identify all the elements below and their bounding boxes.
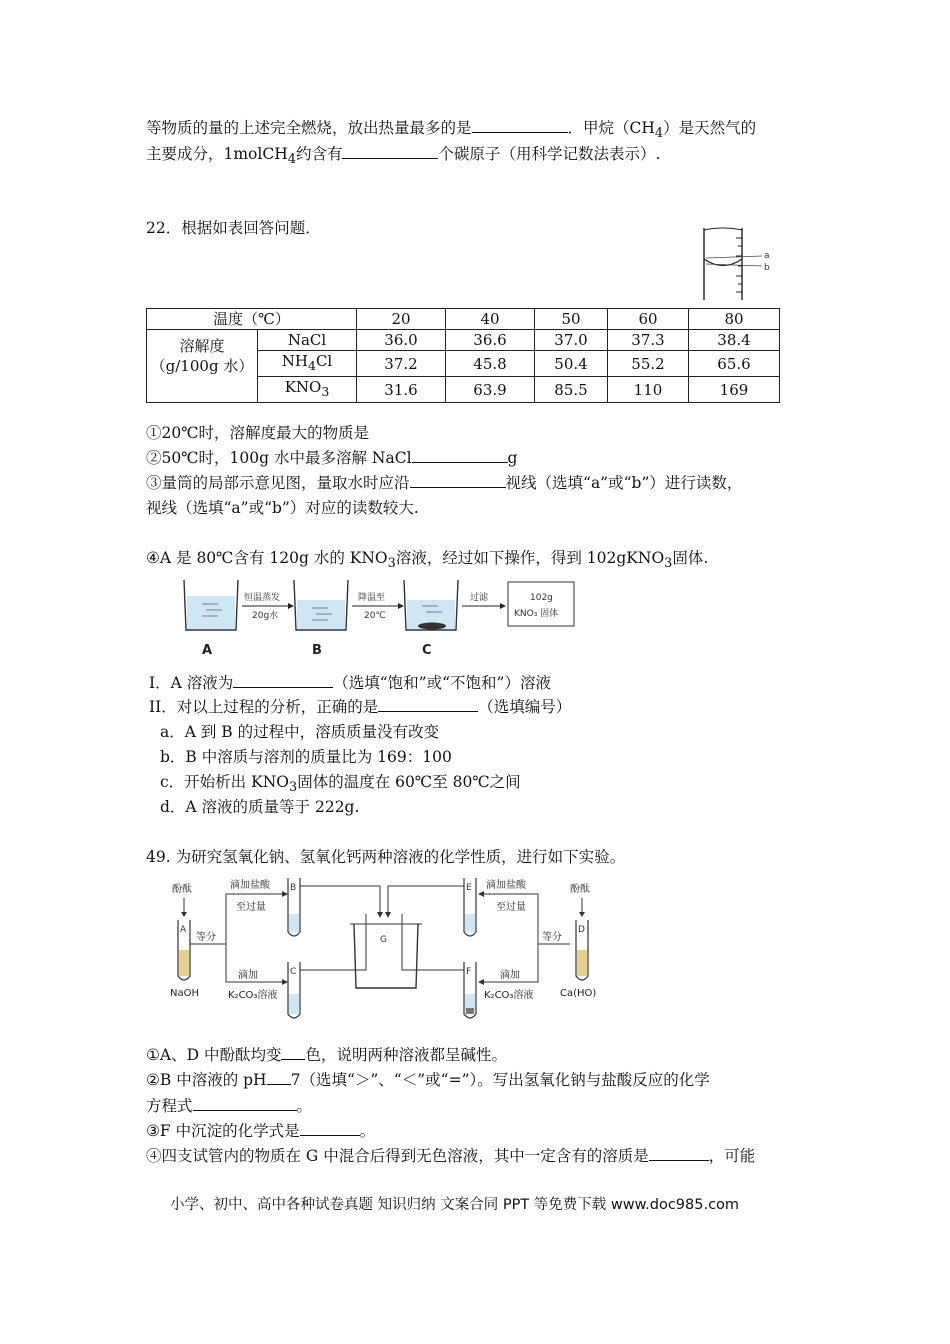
item-text: 视线（选填“a”或“b”）对应的读数较大. [146, 499, 419, 517]
crystallization-flow-diagram [180, 576, 580, 660]
intro-text: ）是天然气的 [663, 119, 757, 137]
tube-c-label: C [290, 967, 297, 977]
step-cool-temp: 20℃ [364, 611, 386, 621]
step-cool-label: 降温至 [358, 593, 386, 603]
experiment-diagram [166, 874, 606, 1024]
answer-blank[interactable] [300, 1120, 360, 1136]
table-cell: 36.0 [357, 330, 446, 351]
temp-cell: 60 [608, 309, 689, 330]
subscript: 3 [387, 556, 396, 572]
answer-blank[interactable] [649, 1145, 709, 1161]
table-header-row [147, 309, 780, 330]
q22-item-1 [146, 422, 369, 444]
solubility-table [146, 308, 780, 403]
result-solid: KNO₃ 固体 [514, 609, 559, 619]
q22-item-3-cont [146, 497, 419, 519]
sight-line-b-label: b [764, 263, 770, 273]
label-line: 溶解度 [179, 337, 225, 355]
beaker-g [350, 924, 422, 988]
item-text: 色，说明两种溶液都呈碱性。 [305, 1046, 507, 1064]
q49-item-3 [146, 1120, 375, 1142]
add-left-label: 滴加 [238, 970, 258, 981]
item-text: 溶液，经过如下操作，得到 102gKNO [395, 549, 665, 567]
excess-left-label: 至过量 [236, 902, 266, 913]
q49-item-2 [146, 1069, 710, 1091]
item-text: ③F 中沉淀的化学式是 [146, 1122, 300, 1140]
answer-blank[interactable] [342, 143, 438, 159]
temperature-header: 温度（℃） [147, 309, 357, 330]
q22-item-2 [146, 447, 517, 469]
q22-heading: 22．根据如表回答问题． [146, 219, 321, 237]
test-tube-a [178, 920, 190, 980]
substance-cell [258, 377, 357, 403]
formula-text: Cl [315, 352, 333, 370]
table-cell: 55.2 [608, 351, 689, 377]
option-d: d．A 溶液的质量等于 222g. [160, 798, 360, 816]
label-line: （g/100g 水） [150, 357, 254, 375]
item-text: （选填“饱和”或“不饱和”）溶液 [333, 674, 551, 692]
tube-e-label: E [466, 883, 472, 893]
formula-text: NH [281, 352, 308, 370]
q49-item-2-cont [146, 1095, 312, 1117]
split-right-label: 等分 [542, 932, 562, 943]
answer-blank[interactable] [378, 696, 478, 712]
temp-cell: 20 [357, 309, 446, 330]
option-b: b．B 中溶质与溶剂的质量比为 169：100 [160, 748, 452, 766]
table-cell: 37.2 [357, 351, 446, 377]
page-footer: 小学、初中、高中各种试卷真题 知识归纳 文案合同 PPT 等免费下载 www.doc985.com [170, 1197, 740, 1213]
intro-text: 个碳原子（用科学记数法表示）. [438, 145, 661, 163]
test-tube-b [288, 878, 300, 936]
test-tube-d [576, 920, 588, 980]
beaker-c-label: C [422, 643, 432, 658]
step-evaporate-label: 恒温蒸发 [244, 593, 281, 603]
item-text: 方程式 [146, 1097, 193, 1115]
subscript: 4 [654, 126, 664, 142]
intro-line-2 [146, 143, 660, 171]
item-text: II．对以上过程的分析，正确的是 [149, 698, 379, 716]
split-left-label: 等分 [196, 932, 216, 943]
k2co3-right-label: K₂CO₃溶液 [484, 990, 534, 1001]
table-cell: 31.6 [357, 377, 446, 403]
q22-sub-1 [149, 672, 551, 694]
subscript: 3 [664, 556, 673, 572]
item-text: 视线（选填“a”或“b”）进行读数， [505, 474, 743, 492]
result-mass: 102g [530, 593, 553, 603]
table-cell: 45.8 [446, 351, 535, 377]
step-evaporate-amount: 20g水 [252, 611, 279, 621]
item-text: 固体的温度在 60℃至 80℃之间 [297, 773, 521, 791]
temp-cell: 40 [446, 309, 535, 330]
result-box [508, 582, 574, 626]
table-row [147, 330, 780, 351]
add-hcl-right-label: 滴加盐酸 [486, 880, 526, 891]
table-cell: 63.9 [446, 377, 535, 403]
step-filter-label: 过滤 [470, 593, 489, 603]
test-tube-e [464, 878, 476, 936]
add-hcl-left-label: 滴加盐酸 [230, 880, 270, 891]
table-cell: 50.4 [535, 351, 608, 377]
item-text: 。 [359, 1122, 376, 1140]
temp-cell: 80 [689, 309, 780, 330]
item-text: 。 [296, 1097, 313, 1115]
answer-blank[interactable] [193, 1095, 297, 1111]
table-cell: 38.4 [689, 330, 780, 351]
item-text: ②50℃时，100g 水中最多溶解 NaCl [146, 449, 412, 467]
table-cell: 36.6 [446, 330, 535, 351]
test-tube-c [288, 962, 300, 1018]
answer-blank[interactable] [233, 672, 333, 688]
item-text: ④四支试管内的物质在 G 中混合后得到无色溶液，其中一定含有的溶质是 [146, 1147, 649, 1165]
item-text: c．开始析出 KNO [160, 773, 289, 791]
phenolphthalein-right-label: 酚酞 [570, 884, 590, 895]
table-cell: 37.0 [535, 330, 608, 351]
answer-blank[interactable] [472, 117, 568, 133]
beaker-g-label: G [380, 935, 387, 945]
option-a: a．A 到 B 的过程中，溶质质量没有改变 [160, 723, 440, 741]
temp-cell: 50 [535, 309, 608, 330]
k2co3-left-label: K₂CO₃溶液 [228, 990, 278, 1001]
excess-right-label: 至过量 [496, 902, 526, 913]
tube-d-label: D [578, 925, 585, 935]
q49-heading: 49. 为研究氢氧化钠、氢氧化钙两种溶液的化学性质，进行如下实验。 [146, 848, 626, 866]
beaker-a-label: A [202, 643, 213, 658]
subscript: 4 [287, 152, 296, 168]
sight-line-a-label: a [764, 251, 770, 261]
item-text: ③量筒的局部示意见图，量取水时应沿 [146, 474, 410, 492]
answer-blank[interactable] [412, 447, 508, 463]
table-cell: 110 [608, 377, 689, 403]
item-text: ①A、D 中酚酞均变 [146, 1046, 282, 1064]
naoh-label: NaOH [170, 988, 199, 999]
table-cell: 169 [689, 377, 780, 403]
substance-cell [258, 351, 357, 377]
solubility-label [147, 330, 258, 403]
table-cell: 65.6 [689, 351, 780, 377]
beaker-a [184, 580, 238, 630]
intro-text: 等物质的量的上述完全燃烧，放出热量最多的是 [146, 119, 472, 137]
item-text: 7（选填“＞”、“＜”或“=”）。写出氢氧化钠与盐酸反应的化学 [290, 1071, 710, 1089]
intro-line-1 [146, 117, 756, 145]
tube-b-label: B [290, 883, 297, 893]
phenolphthalein-left-label: 酚酞 [172, 884, 192, 895]
intro-text: 主要成分，1molCH [146, 145, 288, 163]
intro-text: 约含有 [295, 145, 343, 163]
beaker-c [404, 580, 458, 630]
q22-sub-2 [149, 696, 571, 718]
graduated-cylinder-figure [696, 226, 780, 302]
caoh-label: Ca(HO) [560, 988, 597, 999]
q22-item-3 [146, 472, 742, 494]
test-tube-f [464, 962, 476, 1018]
item-text: I．A 溶液为 [149, 674, 234, 692]
item-text: ②B 中溶液的 pH [146, 1071, 267, 1089]
beaker-b [294, 580, 348, 630]
formula-text: KNO [284, 378, 322, 396]
item-text: 固体. [672, 549, 709, 567]
answer-blank[interactable] [410, 472, 506, 488]
tube-a-label: A [180, 925, 187, 935]
table-cell: 37.3 [608, 330, 689, 351]
item-text: （选填编号） [478, 698, 572, 716]
q49-item-4 [146, 1145, 755, 1167]
add-right-label: 滴加 [500, 970, 520, 981]
beaker-b-label: B [312, 643, 322, 658]
table-cell: 85.5 [535, 377, 608, 403]
answer-blank[interactable] [281, 1044, 305, 1060]
subscript: 4 [307, 358, 316, 373]
intro-text: ．甲烷（CH [567, 119, 655, 137]
item-text: ①20℃时，溶解度最大的物质是 [146, 424, 370, 442]
subscript: 3 [321, 384, 330, 399]
item-text: ，可能 [708, 1147, 756, 1165]
subscript: 3 [288, 780, 298, 796]
answer-blank[interactable] [267, 1069, 291, 1085]
substance-cell: NaCl [258, 330, 357, 351]
option-c [160, 771, 521, 799]
item-text: ④A 是 80℃含有 120g 水的 KNO [146, 549, 388, 567]
q22-item-4 [146, 547, 708, 575]
tube-f-label: F [466, 967, 472, 977]
item-text: g [507, 449, 518, 467]
q49-item-1 [146, 1044, 507, 1066]
